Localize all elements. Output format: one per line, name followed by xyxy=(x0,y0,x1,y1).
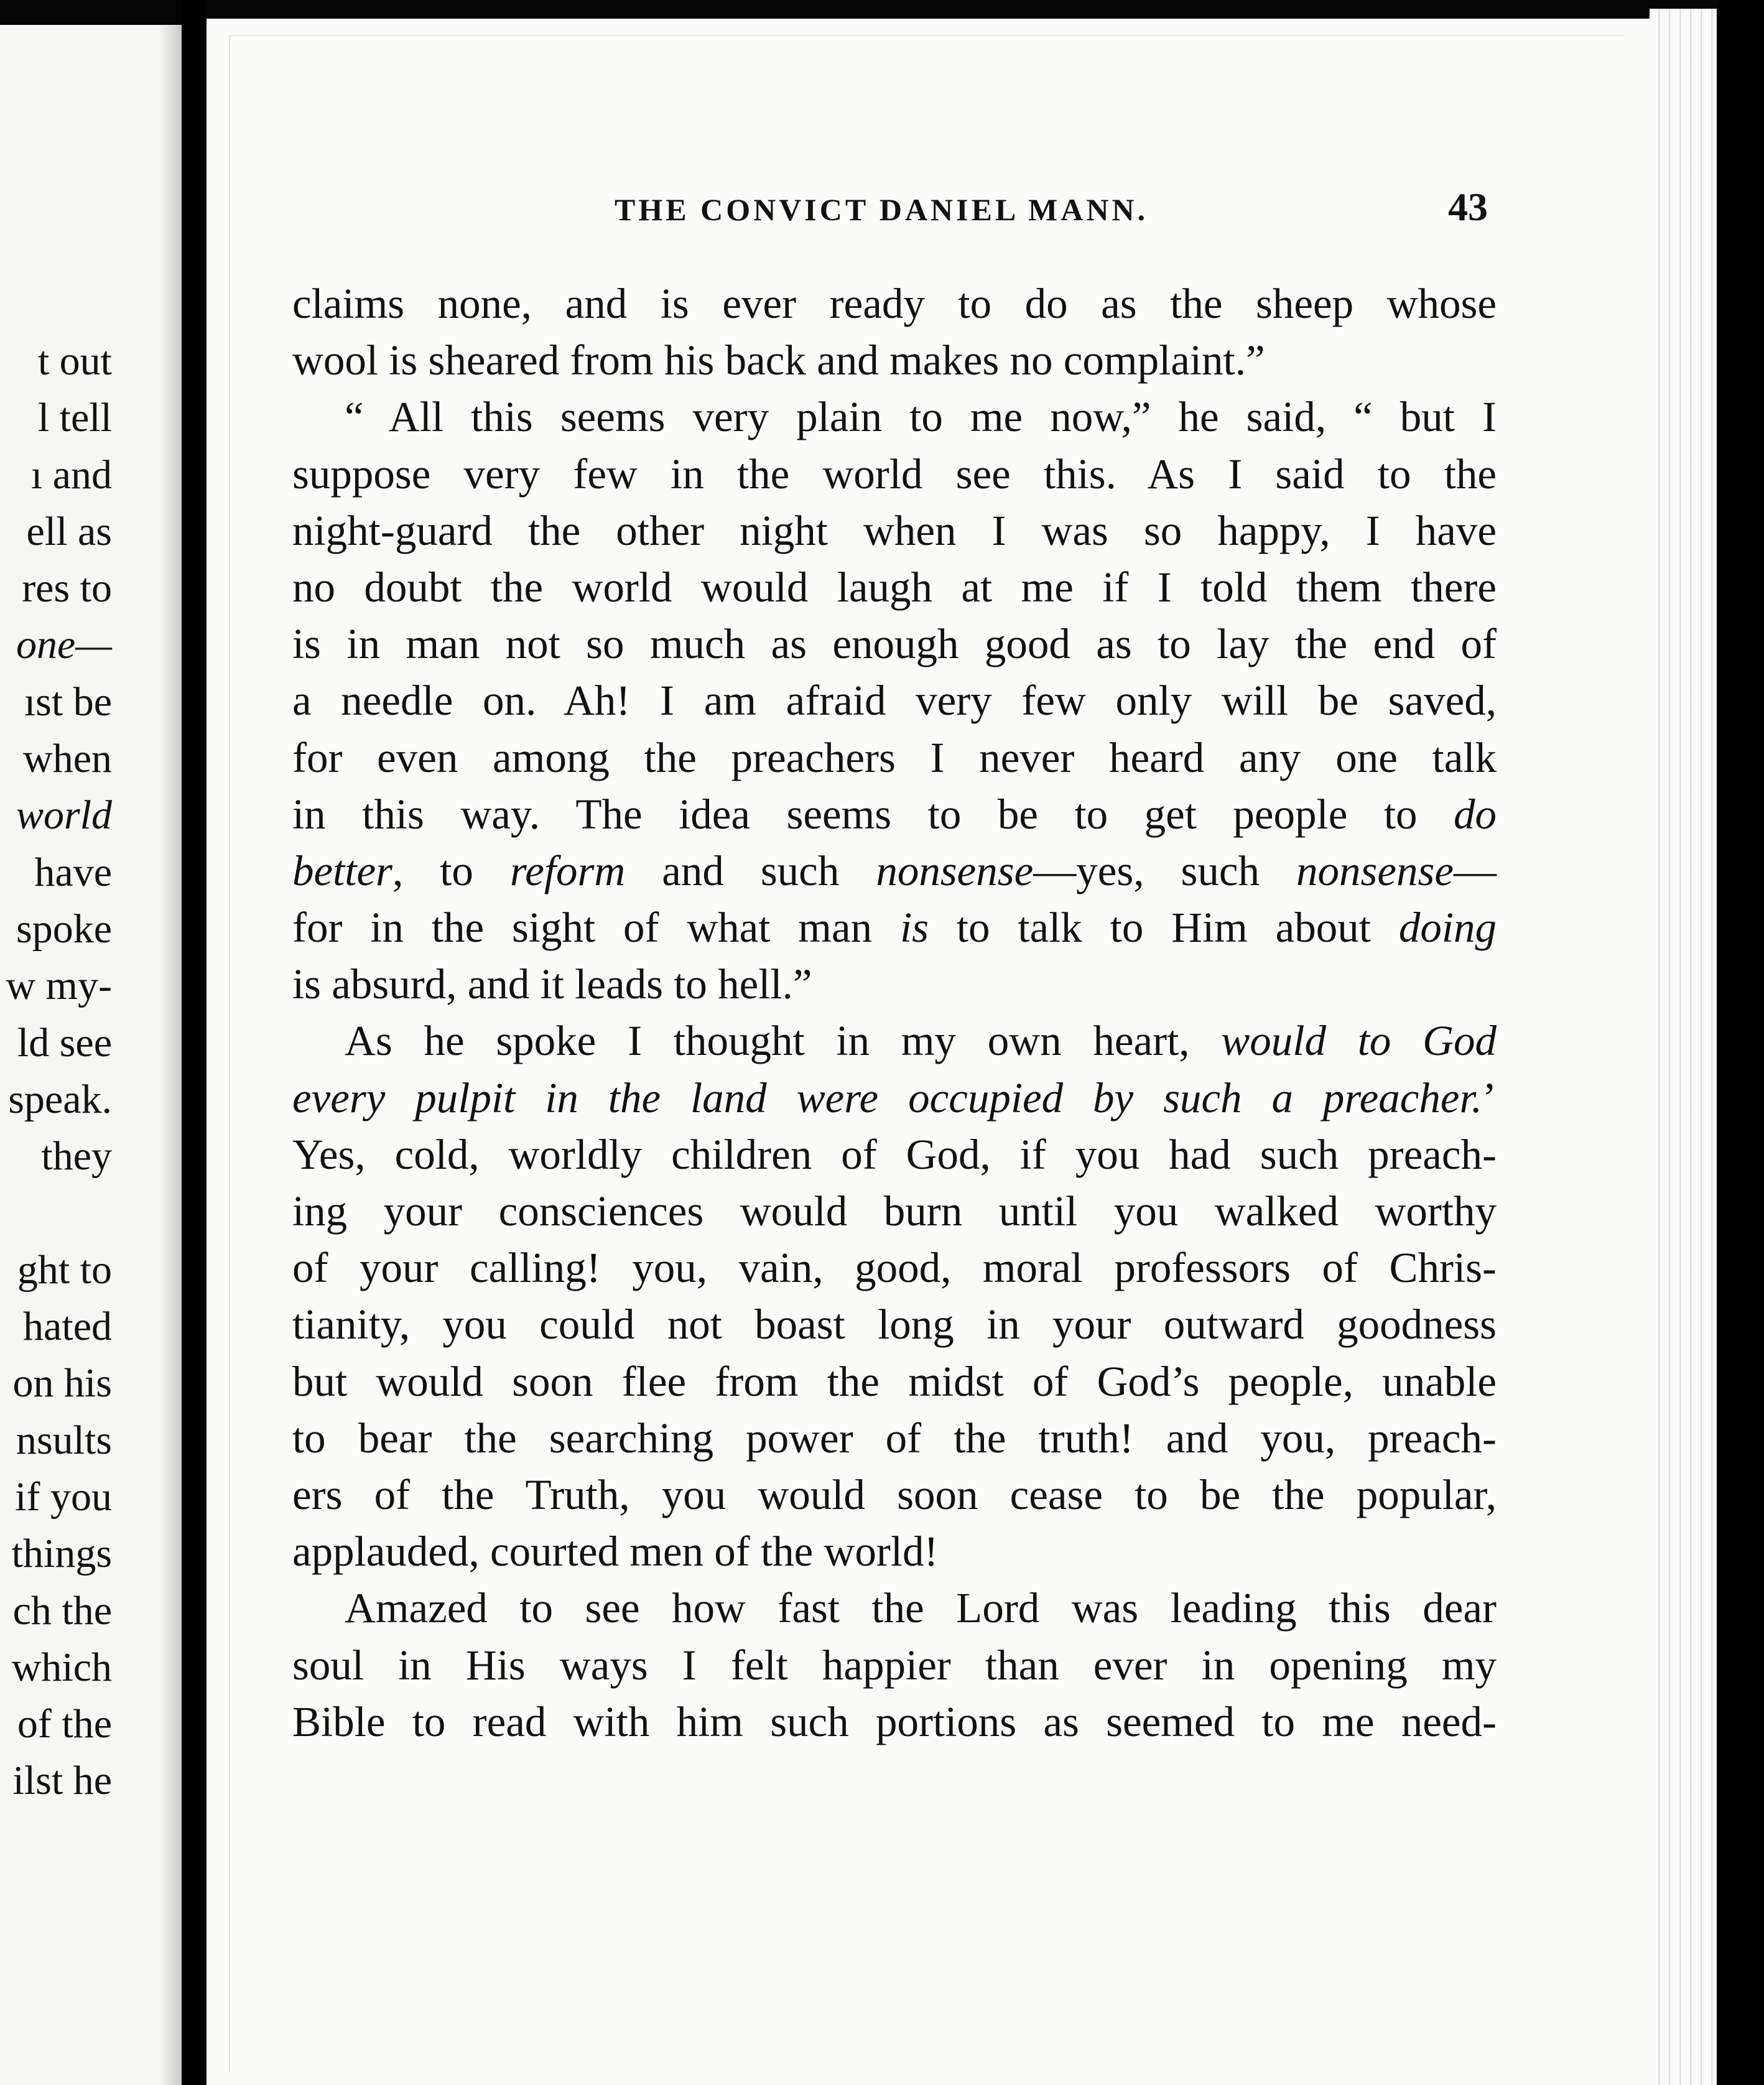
text-line xyxy=(292,786,1497,843)
text-line xyxy=(292,1070,1497,1126)
text-segment: in this way. The idea seems to be to get people to xyxy=(292,790,1454,838)
text-segment: is in man not so much as enough good as to lay the end of xyxy=(292,620,1497,668)
text-segment: no doubt the world would laugh at me if I told them there xyxy=(292,563,1497,611)
left-page-line: world xyxy=(16,792,112,838)
left-page-line: ell as xyxy=(26,508,112,554)
left-page-line: nsults xyxy=(16,1417,112,1463)
text-segment: and such xyxy=(625,847,876,894)
left-page-line: ld see xyxy=(17,1019,112,1066)
left-page-line xyxy=(0,1184,112,1241)
text-segment: applauded, courted men of the world! xyxy=(292,1528,939,1576)
left-page-line: on his xyxy=(12,1360,112,1406)
scan-background xyxy=(1717,0,1764,2085)
text-segment: is absurd, and it leads to hell.” xyxy=(292,960,812,1008)
text-line xyxy=(292,1354,1497,1410)
text-line xyxy=(292,1467,1497,1523)
running-head: THE CONVICT DANIEL MANN. xyxy=(615,192,1149,227)
left-page-line: ıst be xyxy=(24,679,112,725)
italic-text: better xyxy=(292,847,392,894)
text-line xyxy=(292,446,1497,503)
text-segment: —yes, such xyxy=(1033,847,1297,894)
text-line xyxy=(292,1637,1497,1694)
left-page-line: hated xyxy=(23,1304,112,1350)
left-page-text xyxy=(0,333,112,1809)
text-line xyxy=(292,1694,1497,1750)
text-line xyxy=(292,1126,1497,1183)
text-segment: As he spoke I thought in my own heart, xyxy=(345,1017,1222,1065)
text-line xyxy=(292,1580,1497,1637)
book-spine xyxy=(182,0,207,2085)
page-number: 43 xyxy=(1448,185,1488,229)
text-line xyxy=(292,276,1497,332)
left-page-line: ch the xyxy=(12,1587,112,1633)
left-page-line: ght to xyxy=(17,1247,112,1293)
left-page-line: res to xyxy=(22,565,112,611)
left-page-line: one— xyxy=(16,622,112,668)
text-line xyxy=(292,1523,1497,1580)
italic-text: do xyxy=(1454,790,1497,838)
italic-text: would to God xyxy=(1221,1017,1497,1065)
text-segment: of your calling! you, vain, good, moral professors of Chris- xyxy=(292,1244,1497,1292)
left-page-line: they xyxy=(41,1133,112,1179)
italic-text: nonsense xyxy=(876,847,1034,894)
text-line xyxy=(292,503,1497,559)
text-segment: ’ xyxy=(1482,1074,1497,1121)
text-line xyxy=(292,1240,1497,1296)
left-page-line: if you xyxy=(15,1474,112,1520)
left-page-line: w my- xyxy=(6,963,112,1009)
italic-text: doing xyxy=(1398,904,1497,952)
left-page-line: ilst he xyxy=(12,1758,112,1804)
italic-text: nonsense xyxy=(1296,847,1454,894)
text-segment: suppose very few in the world see this. As I said to the xyxy=(292,450,1497,498)
text-segment: — xyxy=(1454,847,1497,894)
left-page-line: spoke xyxy=(16,906,112,952)
text-segment: , to xyxy=(392,847,510,894)
left-page-line: l tell xyxy=(37,395,112,441)
text-line xyxy=(292,1296,1497,1353)
text-line xyxy=(292,1410,1497,1467)
left-page-line: ı and xyxy=(30,452,112,498)
text-line xyxy=(292,730,1497,786)
text-segment: claims none, and is ever ready to do as the sheep whose xyxy=(292,280,1497,327)
text-segment: tianity, you could not boast long in your outward goodness xyxy=(292,1301,1497,1349)
text-segment: to talk to Him about xyxy=(928,904,1399,952)
text-line xyxy=(292,843,1497,899)
text-line xyxy=(292,559,1497,616)
text-segment: Amazed to see how fast the Lord was leading this dear xyxy=(345,1584,1497,1632)
text-segment: for in the sight of what man xyxy=(292,904,900,952)
left-page-line: things xyxy=(11,1531,112,1577)
text-segment: Bible to read with him such portions as seemed to me need- xyxy=(292,1697,1497,1745)
text-line xyxy=(292,672,1497,729)
left-page-line: when xyxy=(23,736,112,782)
text-segment: soul in His ways I felt happier than ever in opening my xyxy=(292,1641,1497,1689)
left-page-line: have xyxy=(34,849,112,895)
text-segment: but would soon flee from the midst of God’s people, unable xyxy=(292,1357,1497,1405)
text-line xyxy=(292,332,1497,389)
text-line xyxy=(292,1013,1497,1069)
text-line xyxy=(292,1183,1497,1240)
left-facing-page xyxy=(0,25,182,2085)
text-segment: to bear the searching power of the truth! and you, preach- xyxy=(292,1414,1497,1462)
italic-text: reform xyxy=(509,847,626,894)
text-line xyxy=(292,616,1497,672)
italic-text: is xyxy=(899,904,929,952)
left-page-line: which xyxy=(11,1644,112,1690)
italic-text: every pulpit in the land were occupied by such a preacher. xyxy=(292,1074,1483,1121)
left-page-line: t out xyxy=(37,338,112,384)
text-segment: “ All this seems very plain to me now,” he said, “ but I xyxy=(345,393,1497,441)
gutter-shadow xyxy=(159,25,182,2085)
left-page-line: speak. xyxy=(8,1076,112,1122)
text-line xyxy=(292,899,1497,956)
text-segment: a needle on. Ah! I am afraid very few only will be saved, xyxy=(292,677,1497,725)
text-segment: night-guard the other night when I was so happy, I have xyxy=(292,506,1497,554)
text-line xyxy=(292,956,1497,1013)
body-text xyxy=(292,276,1497,1750)
text-segment: wool is sheared from his back and makes no complaint.” xyxy=(292,337,1265,384)
text-segment: Yes, cold, worldly children of God, if you had such preach- xyxy=(292,1130,1497,1178)
text-segment: ing your consciences would burn until you walked worthy xyxy=(292,1187,1497,1235)
text-segment: for even among the preachers I never heard any one talk xyxy=(292,733,1497,781)
left-page-line: of the xyxy=(17,1701,112,1747)
text-line xyxy=(292,389,1497,445)
text-segment: ers of the Truth, you would soon cease to be the popular, xyxy=(292,1470,1497,1518)
page-stack-edge xyxy=(1650,9,1717,2085)
